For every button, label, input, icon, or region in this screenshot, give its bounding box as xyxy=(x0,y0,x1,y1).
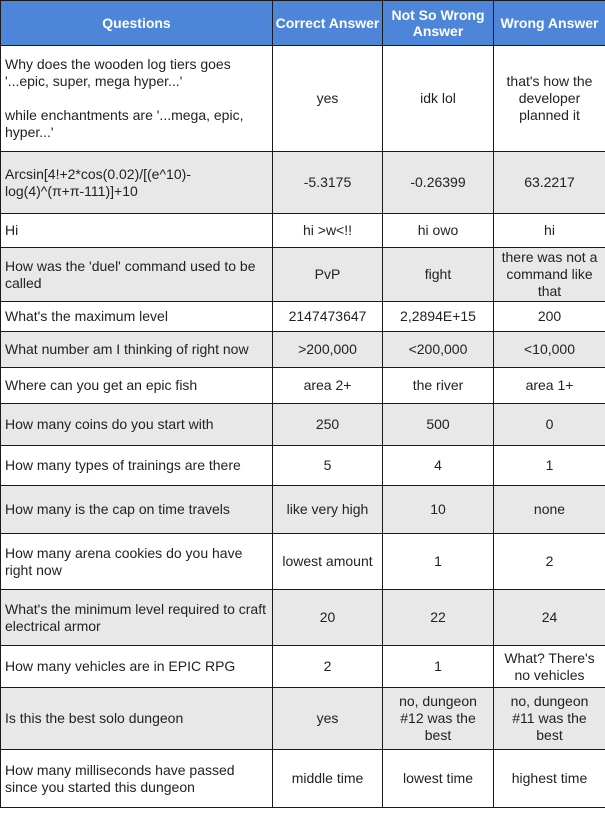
question-cell xyxy=(1,248,273,302)
question-text: How many coins do you start with xyxy=(5,416,214,432)
not-so-wrong-answer-cell: 1 xyxy=(383,646,494,688)
wrong-answer-cell: none xyxy=(494,486,605,534)
table-row xyxy=(1,302,605,332)
question-cell xyxy=(1,646,273,688)
wrong-answer-cell: 200 xyxy=(494,302,605,332)
wrong-answer-cell: highest time xyxy=(494,750,605,808)
question-cell xyxy=(1,152,273,214)
question-text: Hi xyxy=(5,222,19,238)
question-text: How many vehicles are in EPIC RPG xyxy=(5,658,236,674)
correct-answer-cell: hi >w<!! xyxy=(273,214,383,248)
correct-answer-cell: lowest amount xyxy=(273,534,383,590)
question-cell xyxy=(1,302,273,332)
question-cell xyxy=(1,750,273,808)
question-text: Arcsin[4!+2*cos(0.02)/[(e^10)-log(4)^(π+π-111)]+10 xyxy=(5,165,191,199)
table-row xyxy=(1,404,605,446)
question-text: What's the minimum level required to craft electrical armor xyxy=(5,600,266,634)
table-row xyxy=(1,688,605,750)
question-cell xyxy=(1,332,273,368)
question-text: What's the maximum level xyxy=(5,308,168,324)
question-text: How many milliseconds have passed since you started this dungeon xyxy=(5,761,235,795)
table-row xyxy=(1,248,605,302)
not-so-wrong-answer-cell: fight xyxy=(383,248,494,302)
correct-answer-cell: middle time xyxy=(273,750,383,808)
wrong-answer-cell: 1 xyxy=(494,446,605,486)
table-row xyxy=(1,214,605,248)
question-text: Is this the best solo dungeon xyxy=(5,710,184,726)
question-cell xyxy=(1,446,273,486)
table-row xyxy=(1,534,605,590)
question-text: How many is the cap on time travels xyxy=(5,501,230,517)
question-text: How was the 'duel' command used to be called xyxy=(5,257,256,291)
table-row xyxy=(1,446,605,486)
wrong-answer-cell: that's how the developer planned it xyxy=(494,46,605,152)
question-text: What number am I thinking of right now xyxy=(5,341,249,357)
not-so-wrong-answer-cell: 4 xyxy=(383,446,494,486)
wrong-answer-cell: What? There's no vehicles xyxy=(494,646,605,688)
not-so-wrong-answer-cell: 2,2894E+15 xyxy=(383,302,494,332)
table-row xyxy=(1,646,605,688)
table-row xyxy=(1,750,605,808)
correct-answer-cell: 5 xyxy=(273,446,383,486)
not-so-wrong-answer-cell: 1 xyxy=(383,534,494,590)
table-row xyxy=(1,332,605,368)
correct-answer-cell: 250 xyxy=(273,404,383,446)
header-row xyxy=(1,1,605,46)
wrong-answer-cell: 2 xyxy=(494,534,605,590)
correct-answer-cell: yes xyxy=(273,688,383,750)
wrong-answer-cell: there was not a command like that xyxy=(494,248,605,302)
not-so-wrong-answer-cell: lowest time xyxy=(383,750,494,808)
wrong-answer-cell: 0 xyxy=(494,404,605,446)
question-text: How many types of trainings are there xyxy=(5,457,241,473)
table-row xyxy=(1,46,605,152)
table-body xyxy=(1,46,605,808)
question-text: Where can you get an epic fish xyxy=(5,377,198,393)
not-so-wrong-answer-cell: no, dungeon #12 was the best xyxy=(383,688,494,750)
correct-answer-cell: 20 xyxy=(273,590,383,646)
correct-answer-cell: 2 xyxy=(273,646,383,688)
wrong-answer-cell: area 1+ xyxy=(494,368,605,404)
not-so-wrong-answer-cell: 10 xyxy=(383,486,494,534)
table-row xyxy=(1,590,605,646)
not-so-wrong-answer-cell: <200,000 xyxy=(383,332,494,368)
wrong-answer-cell: <10,000 xyxy=(494,332,605,368)
not-so-wrong-answer-cell: 500 xyxy=(383,404,494,446)
not-so-wrong-answer-cell: idk lol xyxy=(383,46,494,152)
question-cell xyxy=(1,486,273,534)
table-row xyxy=(1,152,605,214)
wrong-answer-cell: no, dungeon #11 was the best xyxy=(494,688,605,750)
correct-answer-cell: -5.3175 xyxy=(273,152,383,214)
correct-answer-cell: area 2+ xyxy=(273,368,383,404)
correct-answer-cell: yes xyxy=(273,46,383,152)
table-row xyxy=(1,486,605,534)
header-questions: Questions xyxy=(1,1,273,46)
correct-answer-cell: like very high xyxy=(273,486,383,534)
question-cell xyxy=(1,590,273,646)
table-row xyxy=(1,368,605,404)
question-cell xyxy=(1,688,273,750)
not-so-wrong-answer-cell: 22 xyxy=(383,590,494,646)
header-correct-answer: Correct Answer xyxy=(273,1,383,46)
question-text: while enchantments are '...mega, epic, hyper...' xyxy=(5,107,244,140)
correct-answer-cell: 2147473647 xyxy=(273,302,383,332)
question-cell xyxy=(1,534,273,590)
wrong-answer-cell: hi xyxy=(494,214,605,248)
not-so-wrong-answer-cell: the river xyxy=(383,368,494,404)
header-wrong-answer: Wrong Answer xyxy=(494,1,605,46)
question-cell xyxy=(1,368,273,404)
question-cell xyxy=(1,404,273,446)
correct-answer-cell: >200,000 xyxy=(273,332,383,368)
wrong-answer-cell: 24 xyxy=(494,590,605,646)
not-so-wrong-answer-cell: -0.26399 xyxy=(383,152,494,214)
wrong-answer-cell: 63.2217 xyxy=(494,152,605,214)
question-text: How many arena cookies do you have right now xyxy=(5,544,243,578)
question-cell xyxy=(1,214,273,248)
correct-answer-cell: PvP xyxy=(273,248,383,302)
not-so-wrong-answer-cell: hi owo xyxy=(383,214,494,248)
question-text: Why does the wooden log tiers goes '...epic, super, mega hyper...' xyxy=(5,56,231,89)
header-not-so-wrong-answer: Not So Wrong Answer xyxy=(383,1,494,46)
question-cell xyxy=(1,46,273,152)
